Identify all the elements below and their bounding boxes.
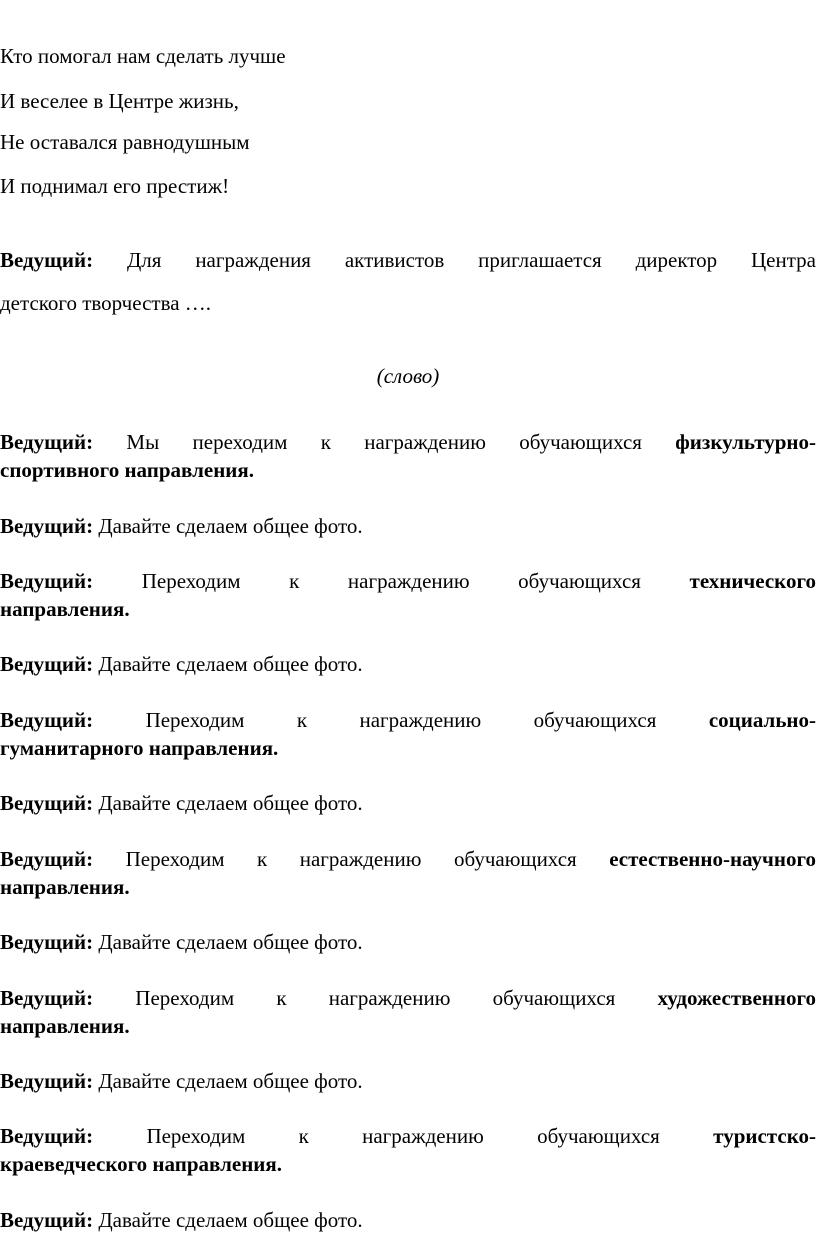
intro-paragraph bbox=[0, 246, 816, 274]
speaker-label: Ведущий: bbox=[0, 569, 94, 593]
speaker-label: Ведущий: bbox=[0, 986, 94, 1010]
award-text: Переходим к награждению обучающихся bbox=[145, 708, 657, 732]
speaker-label: Ведущий: bbox=[0, 248, 94, 272]
speaker-label: Ведущий: bbox=[0, 1124, 94, 1148]
direction-name: физкультурно- bbox=[675, 430, 816, 454]
direction-name: направления. bbox=[0, 1014, 130, 1038]
direction-name: краеведческого направления. bbox=[0, 1152, 283, 1176]
direction-name: туристско- bbox=[713, 1124, 816, 1148]
photo-paragraph bbox=[0, 789, 363, 817]
photo-text: Давайте сделаем общее фото. bbox=[98, 791, 363, 815]
speaker-label: Ведущий: bbox=[0, 847, 94, 871]
poem-line: Не оставался равнодушным bbox=[0, 130, 250, 154]
speaker-label: Ведущий: bbox=[0, 1069, 94, 1093]
award-paragraph bbox=[0, 984, 816, 1040]
award-paragraph bbox=[0, 1122, 816, 1178]
award-text: Мы переходим к награждению обучающихся bbox=[126, 430, 642, 454]
photo-text: Давайте сделаем общее фото. bbox=[98, 652, 363, 676]
award-paragraph bbox=[0, 428, 816, 484]
direction-name: направления. bbox=[0, 875, 130, 899]
poem-line: Кто помогал нам сделать лучше bbox=[0, 44, 286, 68]
direction-name: художественного bbox=[657, 986, 816, 1010]
direction-name: гуманитарного направления. bbox=[0, 736, 279, 760]
direction-name: направления. bbox=[0, 597, 130, 621]
photo-paragraph bbox=[0, 928, 363, 956]
speaker-label: Ведущий: bbox=[0, 930, 94, 954]
award-text: Переходим к награждению обучающихся bbox=[146, 1124, 660, 1148]
speaker-label: Ведущий: bbox=[0, 708, 94, 732]
photo-text: Давайте сделаем общее фото. bbox=[98, 930, 363, 954]
speaker-label: Ведущий: bbox=[0, 1208, 94, 1232]
photo-text: Давайте сделаем общее фото. bbox=[98, 1208, 363, 1232]
photo-paragraph bbox=[0, 512, 363, 540]
photo-paragraph bbox=[0, 1206, 363, 1234]
award-text: Переходим к награждению обучающихся bbox=[125, 847, 577, 871]
award-paragraph bbox=[0, 845, 816, 901]
photo-paragraph bbox=[0, 1067, 363, 1095]
award-paragraph bbox=[0, 567, 816, 623]
word-note: (слово) bbox=[376, 364, 440, 388]
photo-text: Давайте сделаем общее фото. bbox=[98, 514, 363, 538]
direction-name: спортивного направления. bbox=[0, 458, 255, 482]
speaker-label: Ведущий: bbox=[0, 514, 94, 538]
award-text: Переходим к награждению обучающихся bbox=[141, 569, 641, 593]
speaker-label: Ведущий: bbox=[0, 791, 94, 815]
intro-text-continued: детского творчества …. bbox=[0, 291, 212, 315]
intro-text: Для награждения активистов приглашается директор Центра bbox=[126, 248, 816, 272]
award-text: Переходим к награждению обучающихся bbox=[135, 986, 616, 1010]
award-paragraph bbox=[0, 706, 816, 762]
photo-text: Давайте сделаем общее фото. bbox=[98, 1069, 363, 1093]
poem-line: И поднимал его престиж! bbox=[0, 174, 230, 198]
speaker-label: Ведущий: bbox=[0, 652, 94, 676]
direction-name: технического bbox=[689, 569, 816, 593]
speaker-label: Ведущий: bbox=[0, 430, 94, 454]
poem-line: И веселее в Центре жизнь, bbox=[0, 89, 239, 113]
direction-name: естественно-научного bbox=[609, 847, 816, 871]
photo-paragraph bbox=[0, 650, 363, 678]
direction-name: социально- bbox=[708, 708, 816, 732]
